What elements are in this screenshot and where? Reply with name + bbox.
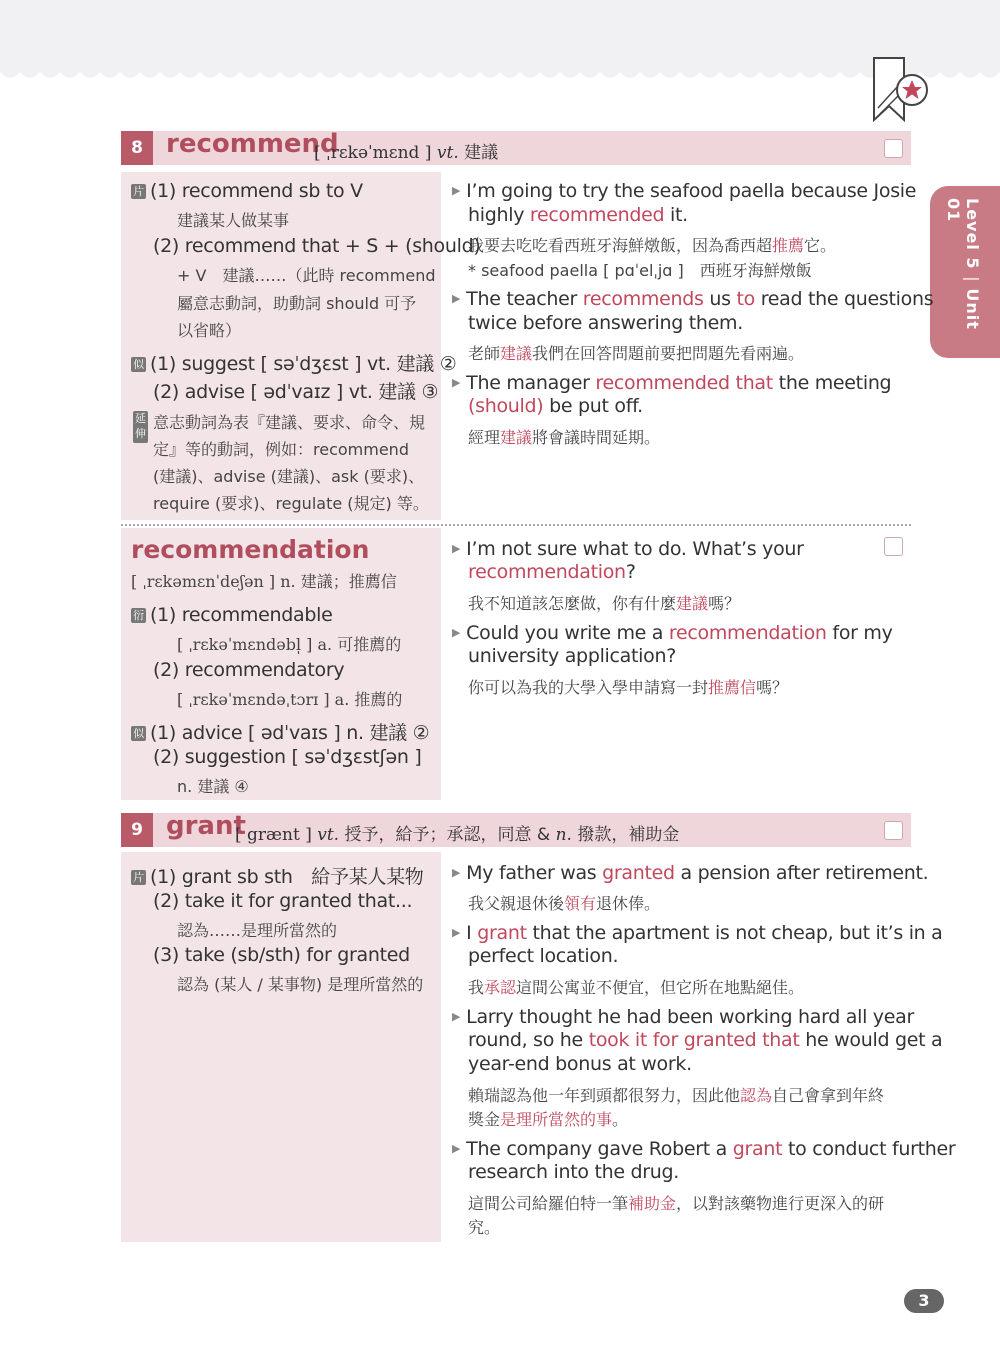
derived-headword: recommendation (131, 535, 370, 564)
extension-note: 定』等的動詞，例如：recommend (153, 440, 409, 459)
example-translation: 這間公司給羅伯特一筆補助金，以對該藥物進行更深入的研 (468, 1194, 885, 1213)
example-sentence: ▶ My father was granted a pension after retirement. (452, 862, 929, 884)
entry-header-grant (121, 813, 911, 847)
dotted-divider (121, 524, 911, 526)
example-sentence: highly recommended it. (468, 204, 688, 226)
headword: grant (166, 811, 246, 841)
review-checkbox[interactable] (884, 537, 903, 556)
scalloped-edge (0, 60, 1000, 84)
example-translation: 獎金是理所當然的事。 (468, 1110, 629, 1129)
phrase-meaning: 以省略） (177, 321, 242, 340)
extension-note: require (要求)、regulate (規定) 等。 (153, 494, 429, 513)
phrase-tag: 片 (131, 870, 146, 885)
example-sentence: ▶ The teacher recommends us to read the questions (452, 288, 934, 310)
example-translation: 我不知道該怎麼做，你有什麼建議嗎？ (468, 594, 741, 613)
extend-tag: 延伸 (133, 411, 148, 443)
example-sentence: round, so he took it for granted that he would get a (468, 1029, 943, 1051)
phrase-line: 片 (1) grant sb sth 給予某人某物 (131, 862, 424, 889)
derivative-pron: [ ˌrɛkəˈmɛndəˌtɔrɪ ] a. 推薦的 (177, 690, 403, 709)
phrase-line: (3) take (sb/sth) for granted (153, 944, 410, 966)
example-translation: 賴瑞認為他一年到頭都很努力，因此他認為自己會拿到年終 (468, 1086, 885, 1105)
pronunciation: [ ˌrɛkəˈmɛnd ] vt. 建議 (314, 143, 499, 163)
example-sentence: ▶ Larry thought he had been working hard all year (452, 1006, 914, 1028)
example-translation: 你可以為我的大學入學申請寫一封推薦信嗎？ (468, 678, 789, 697)
phrase-meaning: 認為……是理所當然的 (177, 921, 338, 940)
extension-note: (建議)、advise (建議)、ask (要求)、 (153, 467, 425, 486)
example-translation: 老師建議我們在回答問題前要把問題先看兩遍。 (468, 344, 805, 363)
review-checkbox[interactable] (884, 139, 903, 158)
synonym-tag: 似 (131, 726, 146, 741)
derive-tag: 衍 (131, 608, 146, 623)
page-number: 3 (904, 1289, 944, 1313)
example-note: * seafood paella [ pɑˈelˌjɑ ] 西班牙海鮮燉飯 (468, 261, 812, 280)
example-sentence: (should) be put off. (468, 395, 643, 417)
phrase-line: (2) recommend that + S + (should) (153, 235, 481, 257)
synonym-line: (2) suggestion [ səˈdʒɛstʃən ] (153, 746, 422, 768)
example-sentence: year-end bonus at work. (468, 1053, 692, 1075)
example-sentence: recommendation? (468, 561, 636, 583)
example-sentence: ▶ Could you write me a recommendation for my (452, 622, 893, 644)
example-translation: 究。 (468, 1218, 501, 1237)
phrase-tag: 片 (131, 184, 146, 199)
entry-header-recommend (121, 131, 911, 165)
synonym-tag: 似 (131, 357, 146, 372)
bookmark-star-icon (868, 56, 932, 126)
example-sentence: twice before answering them. (468, 312, 744, 334)
phrase-meaning: + V 建議……（此時 recommend (177, 266, 436, 285)
unit-side-tab[interactable]: Level 5|Unit 01 (930, 186, 1000, 358)
example-translation: 我父親退休後領有退休俸。 (468, 894, 661, 913)
example-translation: 我承認這間公寓並不便宜，但它所在地點絕佳。 (468, 978, 805, 997)
phrase-line: (2) take it for granted that... (153, 890, 413, 912)
entry-number: 8 (121, 131, 153, 165)
unit-label: Unit 01 (944, 198, 982, 330)
synonym-meaning: n. 建議 ④ (177, 777, 249, 796)
example-sentence: ▶ I’m going to try the seafood paella because Josie (452, 180, 917, 202)
pronunciation: [ ˌrɛkəmɛnˈdeʃən ] n. 建議；推薦信 (131, 572, 397, 591)
phrase-meaning: 認為 (某人 / 某事物) 是理所當然的 (177, 975, 424, 994)
synonym-line: 似 (1) suggest [ səˈdʒɛst ] vt. 建議 ② (131, 349, 456, 376)
extension-note: 意志動詞為表『建議、要求、命令、規 (153, 413, 426, 432)
example-sentence: ▶ The manager recommended that the meeting (452, 372, 892, 394)
derivative-pron: [ ˌrɛkəˈmɛndəbl̩ ] a. 可推薦的 (177, 635, 402, 654)
example-translation: 經理建議將會議時間延期。 (468, 428, 661, 447)
level-label: Level 5 (963, 198, 982, 270)
derivative-line: (2) recommendatory (153, 659, 345, 681)
headword: recommend (166, 129, 339, 159)
example-sentence: ▶ The company gave Robert a grant to conduct further (452, 1138, 956, 1160)
derivative-line: 衍 (1) recommendable (131, 604, 333, 626)
example-sentence: ▶ I grant that the apartment is not cheap, but it’s in a (452, 922, 943, 944)
synonym-line: 似 (1) advice [ ədˈvaɪs ] n. 建議 ② (131, 718, 429, 745)
example-translation: 我要去吃吃看西班牙海鮮燉飯，因為喬西超推薦它。 (468, 236, 837, 255)
phrase-meaning: 屬意志動詞，助動詞 should 可予 (177, 294, 417, 313)
entry-number: 9 (121, 813, 153, 847)
example-sentence: perfect location. (468, 945, 619, 967)
phrase-line: 片 (1) recommend sb to V (131, 180, 363, 202)
example-sentence: university application? (468, 645, 677, 667)
example-sentence: research into the drug. (468, 1161, 680, 1183)
synonym-line: (2) advise [ ədˈvaɪz ] vt. 建議 ③ (153, 381, 439, 403)
example-sentence: ▶ I’m not sure what to do. What’s your (452, 538, 804, 560)
pronunciation: [ grænt ] vt. 授予，給予；承認，同意 & n. 撥款，補助金 (235, 825, 680, 845)
review-checkbox[interactable] (884, 821, 903, 840)
phrase-meaning: 建議某人做某事 (177, 211, 290, 230)
